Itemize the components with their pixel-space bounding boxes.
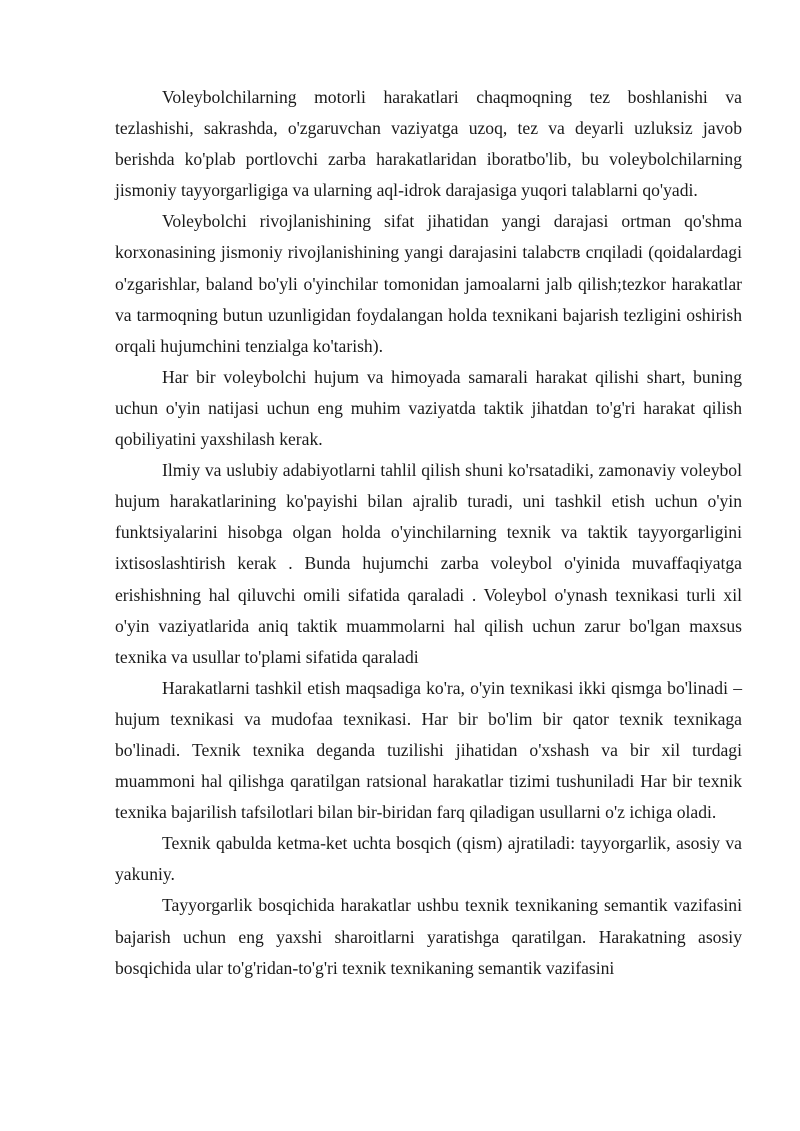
paragraph-1: Voleybolchilarning motorli harakatlari chaqmoqning tez boshlanishi va tezlashishi, sakrashda, o'zgaruvchan vaziyatga uzoq, tez va deyarli uzluksiz javob berishda ko'plab portlovchi zarba harakatlaridan iboratbo'lib, bu voleybolchilarning jismoniy tayyorgarligiga va ularning aql-idrok darajasiga yuqori talablarni qo'yadi. (115, 87, 742, 201)
paragraph-7: Tayyorgarlik bosqichida harakatlar ushbu texnik texnikaning semantik vazifasini bajarish uchun eng yaxshi sharoitlarni yaratishga qaratilgan. Harakatning asosiy bosqichida ular to'g'ridan-to'g'ri texnik texnikaning semantik vazifasini (115, 895, 742, 978)
document-body (115, 82, 742, 984)
paragraph-5: Harakatlarni tashkil etish maqsadiga ko'ra, o'yin texnikasi ikki qismga bo'linadi – hujum texnikasi va mudofaa texnikasi. Har bir bo'lim bir qator texnik texnikaga bo'linadi. Texnik texnika deganda tuzilishi jihatidan o'xshash va bir xil turdagi muammoni hal qilishga qaratilgan ratsional harakatlar tizimi tushuniladi Har bir texnik texnika bajarilish tafsilotlari bilan bir-biridan farq qiladigan usullarni o'z ichiga oladi. (115, 677, 742, 823)
paragraph-2: Voleybolchi rivojlanishining sifat jihatidan yangi darajasi ortman qo'shma korxonasining jismoniy rivojlanishining yangi darajasini talabств спqiladi (qoidalardagi o'zgarishlar, baland bo'yli o'yinchilar tomonidan jamoalarni jalb qilish;tezkor harakatlar va tarmoqning butun uzunligidan foydalangan holda texnikani bajarish tezligini oshirish orqali hujumchini tenzialga ko'tarish). (115, 211, 742, 356)
paragraph-4: Ilmiy va uslubiy adabiyotlarni tahlil qilish shuni ko'rsatadiki, zamonaviy voleybol hujum harakatlarining ko'payishi bilan ajralib turadi, uni tashkil etish uchun o'yin funktsiyalarini hisobga olgan holda o'yinchilarning texnik va taktik tayyorgarligini ixtisoslashtirish kerak . Bunda hujumchi zarba voleybol o'yinida muvaffaqiyatga erishishning hal qiluvchi omili sifatida qaraladi . Voleybol o'ynash texnikasi turli xil o'yin vaziyatlarida aniq taktik muammolarni hal qilish uchun zarur bo'lgan maxsus texnika va usullar to'plami sifatida qaraladi (115, 460, 742, 667)
paragraph-6: Texnik qabulda ketma-ket uchta bosqich (qism) ajratiladi: tayyorgarlik, asosiy va yakuniy. (115, 833, 742, 885)
paragraph-3: Har bir voleybolchi hujum va himoyada samarali harakat qilishi shart, buning uchun o'yin natijasi uchun eng muhim vaziyatda taktik jihatdan to'g'ri harakat qilish qobiliyatini yaxshilash kerak. (115, 366, 742, 450)
